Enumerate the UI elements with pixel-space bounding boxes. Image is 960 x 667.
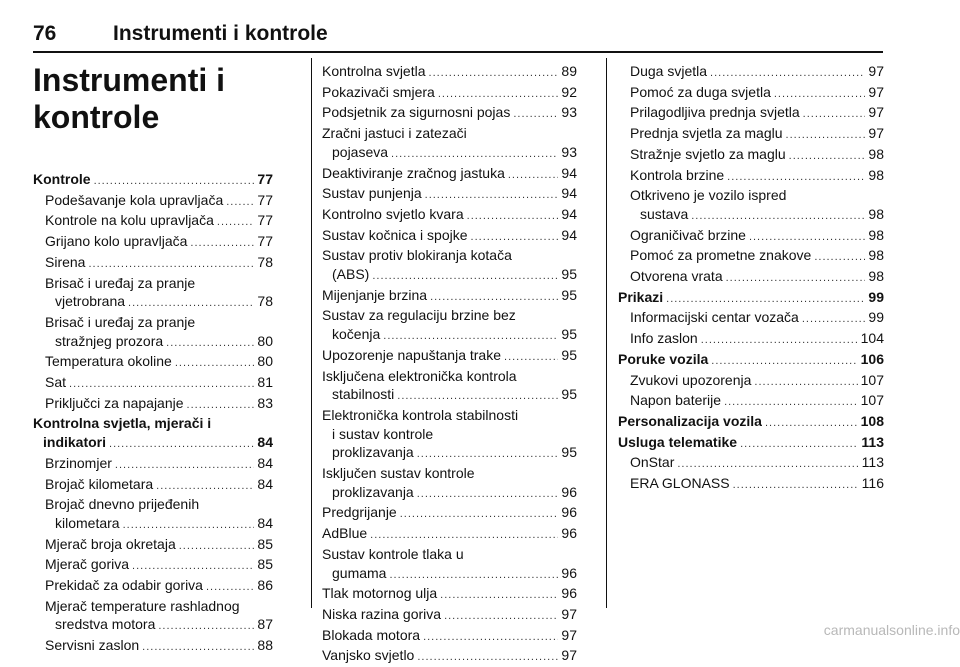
toc-entry[interactable] (618, 371, 884, 392)
toc-page-number: 95 (561, 386, 577, 403)
toc-entry[interactable] (618, 474, 884, 495)
dot-leader (423, 628, 558, 647)
toc-entry[interactable] (322, 646, 577, 667)
toc-entry-text: Sustav za regulaciju brzine bez (322, 307, 516, 324)
toc-entry[interactable] (322, 464, 577, 503)
dot-leader (710, 64, 865, 83)
toc-page-number: 106 (860, 350, 884, 367)
toc-entry-text: Stražnje svjetlo za maglu (630, 145, 786, 162)
toc-entry-text: Pomoć za prometne znakove (630, 247, 812, 264)
toc-page-number: 98 (868, 166, 884, 183)
dot-leader (383, 327, 558, 346)
toc-page-number: 96 (561, 564, 577, 581)
toc-entry-text: sustava (640, 205, 689, 222)
toc-page-number: 78 (257, 253, 273, 270)
toc-page-number: 107 (860, 371, 884, 388)
toc-entry-text: Deaktiviranje zračnog jastuka (322, 164, 505, 181)
toc-entry-text: Upozorenje napuštanja trake (322, 346, 502, 363)
dot-leader (128, 294, 254, 313)
toc-entry-text: Brisač i uređaj za pranje (45, 274, 196, 291)
toc-page-number: 97 (868, 104, 884, 121)
dot-leader (677, 455, 858, 474)
toc-page-number: 98 (868, 247, 884, 264)
dot-leader (226, 193, 254, 212)
toc-page-number: 95 (561, 326, 577, 343)
dot-leader (774, 85, 866, 104)
section-title-line: Instrumenti i (33, 62, 226, 98)
toc-page-number: 97 (561, 605, 577, 622)
toc-entry[interactable] (33, 535, 273, 556)
toc-entry[interactable] (33, 352, 273, 373)
toc-entry[interactable] (618, 103, 884, 124)
toc-entry-text: Isključena elektronička kontrola (322, 367, 517, 384)
toc-entry-text: kočenja (332, 326, 381, 343)
toc-page-number: 77 (257, 233, 273, 250)
toc-entry-text: Usluga telematike (618, 433, 738, 450)
toc-entry[interactable] (322, 584, 577, 605)
toc-entry-text: i sustav kontrole (332, 425, 434, 442)
toc-page-number: 94 (561, 164, 577, 181)
dot-leader (749, 228, 865, 247)
dot-leader (187, 396, 255, 415)
toc-page-number: 97 (868, 125, 884, 142)
header-title: Instrumenti i kontrole (113, 22, 328, 45)
dot-leader (666, 290, 865, 309)
toc-column-3 (618, 62, 884, 495)
dot-leader (115, 456, 255, 475)
dot-leader (740, 435, 858, 454)
toc-entry-text: Podešavanje kola upravljača (45, 191, 224, 208)
toc-entry[interactable] (33, 576, 273, 597)
toc-entry[interactable] (322, 103, 577, 124)
toc-entry-text: Otvorena vrata (630, 268, 723, 285)
toc-entry[interactable] (33, 597, 273, 636)
dot-leader (132, 557, 254, 576)
toc-entry[interactable] (618, 124, 884, 145)
header-rule (33, 51, 883, 53)
toc-page-number: 96 (561, 585, 577, 602)
dot-leader (802, 310, 866, 329)
toc-entry[interactable] (33, 191, 273, 212)
toc-entry-text: Personalizacija vozila (618, 412, 762, 429)
toc-entry-text: Servisni zaslon (45, 637, 140, 654)
toc-entry-text: Prednja svjetla za maglu (630, 125, 783, 142)
toc-column-2 (322, 62, 577, 667)
dot-leader (94, 172, 255, 191)
toc-entry[interactable] (33, 232, 273, 253)
toc-entry-text: Sustav punjenja (322, 185, 422, 202)
toc-entry[interactable] (618, 145, 884, 166)
toc-page-number: 98 (868, 205, 884, 222)
toc-entry-text: Tlak motornog ulja (322, 585, 438, 602)
toc-entry-text: AdBlue (322, 525, 368, 542)
dot-leader (711, 352, 857, 371)
toc-entry[interactable] (322, 367, 577, 406)
toc-page-number: 80 (257, 332, 273, 349)
toc-entry-text: Podsjetnik za sigurnosni pojas (322, 104, 511, 121)
toc-entry-text: Zvukovi upozorenja (630, 371, 752, 388)
toc-entry[interactable] (322, 62, 577, 83)
dot-leader (142, 638, 254, 657)
toc-entry[interactable] (33, 475, 273, 496)
toc-entry[interactable] (33, 555, 273, 576)
toc-entry[interactable] (33, 373, 273, 394)
toc-entry-text: Poruke vozila (618, 350, 709, 367)
toc-section-entry[interactable] (33, 414, 273, 453)
toc-entry-text: Pokazivači smjera (322, 83, 435, 100)
toc-page-number: 97 (868, 63, 884, 79)
toc-page-number: 84 (257, 475, 273, 492)
toc-entry-text: Blokada motora (322, 626, 421, 643)
toc-page-number: 96 (561, 504, 577, 521)
toc-entry-text: Mijenjanje brzina (322, 286, 428, 303)
dot-leader (754, 373, 857, 392)
toc-entry-text: Priključci za napajanje (45, 394, 184, 411)
dot-leader (701, 331, 858, 350)
page-number: 76 (33, 22, 57, 45)
toc-page-number: 96 (561, 483, 577, 500)
toc-page-number: 97 (868, 83, 884, 100)
toc-page-number: 95 (561, 266, 577, 283)
toc-entry-text: Sirena (45, 253, 86, 270)
toc-entry-text: Kontrolna svjetla, mjerači i (33, 415, 212, 432)
column-divider (606, 58, 607, 608)
dot-leader (726, 269, 866, 288)
column-divider (311, 58, 312, 608)
toc-entry[interactable] (33, 211, 273, 232)
dot-leader (444, 607, 558, 626)
toc-page-number: 93 (561, 143, 577, 160)
toc-entry-text: Sustav protiv blokiranja kotača (322, 247, 512, 264)
dot-leader (425, 186, 559, 205)
toc-entry[interactable] (322, 524, 577, 545)
toc-page-number: 97 (561, 626, 577, 643)
toc-page-number: 108 (860, 412, 884, 429)
toc-entry-text: Prilagodljiva prednja svjetla (630, 104, 800, 121)
toc-entry[interactable] (322, 503, 577, 524)
toc-page-number: 97 (561, 647, 577, 664)
toc-entry[interactable] (618, 308, 884, 329)
toc-page-number: 77 (257, 212, 273, 229)
toc-page-number: 83 (257, 394, 273, 411)
toc-entry-text: Otkriveno je vozilo ispred (630, 187, 787, 204)
toc-page-number: 96 (561, 525, 577, 542)
toc-entry[interactable] (33, 274, 273, 313)
toc-entry[interactable] (322, 306, 577, 345)
toc-page-number: 107 (860, 392, 884, 409)
dot-leader (88, 255, 254, 274)
toc-page-number: 95 (561, 346, 577, 363)
toc-entry-text: Mjerač temperature rashladnog (45, 597, 240, 614)
toc-page-number: 104 (860, 330, 884, 347)
dot-leader (156, 477, 254, 496)
dot-leader (217, 213, 255, 232)
toc-entry-text: Kontrola brzine (630, 166, 725, 183)
dot-leader (691, 207, 865, 226)
toc-entry-text: Vanjsko svjetlo (322, 647, 415, 664)
toc-page-number: 94 (561, 185, 577, 202)
dot-leader (508, 166, 559, 185)
toc-entry-text: Napon baterije (630, 392, 722, 409)
dot-leader (814, 248, 865, 267)
toc-entry-text: Sat (45, 374, 67, 391)
toc-entry-text: Brojač kilometara (45, 475, 154, 492)
toc-entry-text: ERA GLONASS (630, 475, 730, 492)
dot-leader (430, 288, 558, 307)
watermark: carmanualsonline.info (823, 622, 960, 638)
dot-leader (190, 234, 254, 253)
dot-leader (440, 586, 558, 605)
toc-page-number: 95 (561, 444, 577, 461)
toc-page-number: 99 (868, 309, 884, 326)
toc-entry[interactable] (33, 454, 273, 475)
toc-entry-text: (ABS) (332, 266, 370, 283)
toc-entry-text: Info zaslon (630, 330, 698, 347)
toc-entry[interactable] (618, 186, 884, 225)
toc-entry[interactable] (322, 286, 577, 307)
dot-leader (109, 435, 254, 454)
toc-entry[interactable] (322, 205, 577, 226)
toc-page-number: 94 (561, 205, 577, 222)
toc-entry[interactable] (618, 166, 884, 187)
toc-entry[interactable] (322, 184, 577, 205)
dot-leader (417, 485, 559, 504)
toc-entry-text: Kontrolno svjetlo kvara (322, 205, 464, 222)
toc-page-number: 80 (257, 353, 273, 370)
toc-page-number: 87 (257, 616, 273, 633)
toc-page-number: 85 (257, 556, 273, 573)
toc-entry-text: Pomoć za duga svjetla (630, 83, 771, 100)
toc-entry-text: Temperatura okoline (45, 353, 172, 370)
toc-entry-text: Kontrole na kolu upravljača (45, 212, 214, 229)
dot-leader (179, 537, 255, 556)
dot-leader (206, 578, 254, 597)
toc-page-number: 113 (861, 454, 884, 471)
toc-page-number: 99 (868, 288, 884, 305)
toc-entry-text: stabilnosti (332, 386, 395, 403)
dot-leader (786, 126, 866, 145)
toc-page-number: 92 (561, 83, 577, 100)
toc-page-number: 78 (257, 293, 273, 310)
toc-entry-text: Kontrolna svjetla (322, 63, 426, 79)
toc-entry-text: Mjerač goriva (45, 556, 130, 573)
toc-entry-text: Prekidač za odabir goriva (45, 577, 203, 594)
toc-page-number: 84 (257, 514, 273, 531)
dot-leader (417, 445, 559, 464)
dot-leader (438, 85, 559, 104)
toc-entry-text: proklizavanja (332, 444, 414, 461)
toc-section-entry[interactable] (618, 350, 884, 371)
dot-leader (765, 414, 858, 433)
section-title (33, 62, 303, 136)
toc-entry-text: kilometara (55, 514, 120, 531)
toc-entry[interactable] (322, 226, 577, 247)
dot-leader (733, 476, 859, 495)
toc-entry[interactable] (33, 313, 273, 352)
toc-page-number: 77 (257, 191, 273, 208)
toc-page-number: 88 (257, 637, 273, 654)
dot-leader (389, 566, 558, 585)
dot-leader (397, 387, 558, 406)
toc-entry[interactable] (322, 164, 577, 185)
toc-entry[interactable] (618, 329, 884, 350)
toc-entry-text: Niska razina goriva (322, 605, 442, 622)
toc-entry[interactable] (33, 636, 273, 657)
toc-entry-text: Isključen sustav kontrole (322, 465, 475, 482)
dot-leader (724, 393, 858, 412)
dot-leader (158, 617, 254, 636)
section-title-line: kontrole (33, 99, 160, 135)
toc-entry[interactable] (618, 453, 884, 474)
toc-entry[interactable] (618, 246, 884, 267)
toc-entry-text: stražnjeg prozora (55, 332, 164, 349)
toc-page-number: 84 (257, 434, 273, 451)
toc-entry-text: Grijano kolo upravljača (45, 233, 188, 250)
toc-entry[interactable] (618, 62, 884, 83)
dot-leader (727, 168, 865, 187)
toc-entry-text: Zračni jastuci i zatezači (322, 125, 467, 142)
toc-entry[interactable] (322, 605, 577, 626)
toc-entry[interactable] (322, 246, 577, 285)
dot-leader (175, 354, 255, 373)
dot-leader (513, 105, 558, 124)
toc-entry[interactable] (618, 83, 884, 104)
toc-entry[interactable] (322, 346, 577, 367)
toc-page-number: 85 (257, 535, 273, 552)
toc-entry-text: Sustav kontrole tlaka u (322, 545, 464, 562)
dot-leader (372, 267, 558, 286)
toc-entry[interactable] (33, 495, 273, 534)
toc-entry-text: Brzinomjer (45, 454, 112, 471)
toc-page-number: 89 (561, 63, 577, 79)
toc-entry-text: gumama (332, 564, 387, 581)
page-header (33, 8, 883, 48)
toc-page-number: 77 (257, 171, 273, 187)
toc-page-number: 98 (868, 268, 884, 285)
dot-leader (123, 516, 255, 535)
toc-page-number: 98 (868, 145, 884, 162)
toc-section-entry[interactable] (33, 170, 273, 191)
dot-leader (370, 526, 558, 545)
toc-entry-text: Predgrijanje (322, 504, 397, 521)
toc-page-number: 95 (561, 286, 577, 303)
toc-section-entry[interactable] (618, 412, 884, 433)
toc-entry-text: sredstva motora (55, 616, 156, 633)
toc-entry-text: Ograničivač brzine (630, 226, 746, 243)
toc-entry-text: Brojač dnevno prijeđenih (45, 496, 200, 513)
dot-leader (467, 207, 559, 226)
toc-entry-text: Prikazi (618, 288, 664, 305)
toc-entry-text: vjetrobrana (55, 293, 126, 310)
toc-entry-text: Brisač i uređaj za pranje (45, 313, 196, 330)
toc-page-number: 81 (257, 374, 273, 391)
toc-entry[interactable] (322, 124, 577, 163)
dot-leader (504, 348, 558, 367)
dot-leader (166, 334, 254, 353)
toc-entry-text: Mjerač broja okretaja (45, 535, 176, 552)
toc-entry[interactable] (618, 267, 884, 288)
toc-entry-text: Informacijski centar vozača (630, 309, 799, 326)
toc-entry-text: proklizavanja (332, 483, 414, 500)
toc-entry[interactable] (33, 394, 273, 415)
toc-page-number: 116 (861, 475, 884, 492)
toc-entry-text: indikatori (43, 434, 107, 451)
toc-page-number: 84 (257, 454, 273, 471)
dot-leader (471, 228, 559, 247)
toc-entry[interactable] (33, 253, 273, 274)
toc-entry[interactable] (322, 626, 577, 647)
toc-entry-text: Kontrole (33, 171, 91, 187)
dot-leader (789, 147, 866, 166)
toc-entry[interactable] (618, 226, 884, 247)
toc-column-1 (33, 170, 273, 657)
toc-entry-text: Sustav kočnica i spojke (322, 226, 468, 243)
toc-page-number: 86 (257, 577, 273, 594)
toc-page-number: 93 (561, 104, 577, 121)
toc-entry-text: Duga svjetla (630, 63, 708, 79)
toc-page-number: 98 (868, 226, 884, 243)
toc-section-entry[interactable] (618, 433, 884, 454)
dot-leader (69, 375, 254, 394)
toc-entry[interactable] (618, 391, 884, 412)
toc-entry-text: OnStar (630, 454, 675, 471)
toc-entry[interactable] (322, 406, 577, 464)
toc-entry[interactable] (322, 545, 577, 584)
dot-leader (400, 505, 559, 524)
toc-entry-text: Elektronička kontrola stabilnosti (322, 406, 519, 423)
toc-entry[interactable] (322, 83, 577, 104)
toc-page-number: 113 (861, 433, 884, 450)
dot-leader (429, 64, 559, 83)
dot-leader (391, 145, 558, 164)
toc-section-entry[interactable] (618, 288, 884, 309)
toc-entry-text: pojaseva (332, 143, 389, 160)
toc-page-number: 94 (561, 226, 577, 243)
dot-leader (417, 648, 558, 667)
dot-leader (803, 105, 866, 124)
